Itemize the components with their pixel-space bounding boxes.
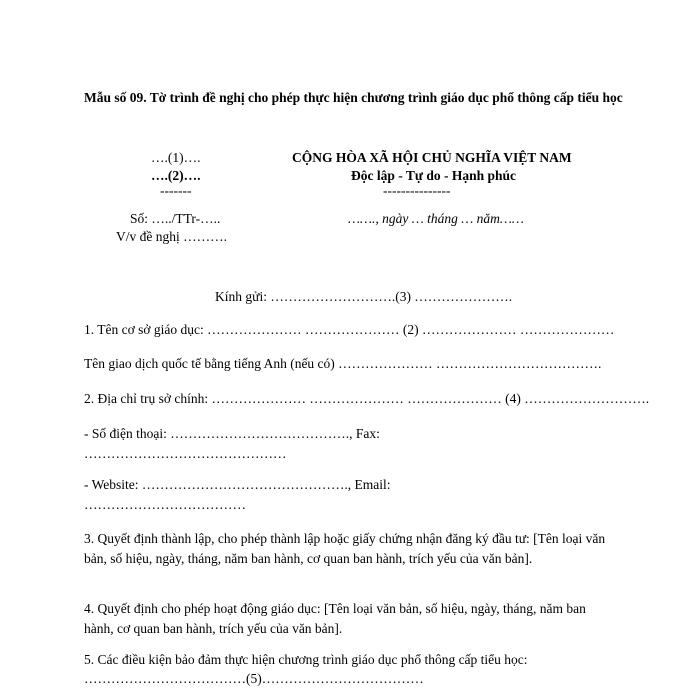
- recipient-line: Kính gửi: ……………………….(3) ………………….: [215, 289, 513, 304]
- national-motto: Độc lập - Tự do - Hạnh phúc: [351, 168, 517, 183]
- item-5-conditions: 5. Các điều kiện bảo đảm thực hiện chương trình giáo dục phổ thông cấp tiểu học:: [84, 652, 528, 667]
- phone-fax-continuation: ………………………………………: [84, 446, 287, 461]
- website-email-line: - Website: ………………………………………., Email:: [84, 477, 391, 492]
- item-2-address: 2. Địa chỉ trụ sở chính: ………………… ………………… ………………… (4) ……………………….: [84, 391, 650, 406]
- item-1-institution-name: 1. Tên cơ sở giáo dục: ………………… ………………… (2) ………………… …………………: [84, 322, 615, 337]
- item-4-operation-decision: 4. Quyết định cho phép hoạt động giáo dục: [Tên loại văn bản, số hiệu, ngày, tháng, năm ban hành, cơ quan ban hành, trích yếu của văn bản].: [84, 601, 586, 636]
- country-name: CỘNG HÒA XÃ HỘI CHỦ NGHĨA VIỆT NAM: [292, 150, 572, 165]
- right-header-divider: ---------------: [383, 183, 451, 198]
- international-name: Tên giao dịch quốc tế bằng tiếng Anh (nếu có) ………………… ……………………………….: [84, 356, 602, 371]
- agency-line-2: ….(2)….: [151, 168, 201, 183]
- item-3-establishment-decision: 3. Quyết định thành lập, cho phép thành lập hoặc giấy chứng nhận đăng ký đầu tư: [Tên loại văn bản, số hiệu, ngày, tháng, năm ban hành, cơ quan ban hành, trích yếu của văn bản].: [84, 531, 606, 566]
- phone-fax-line: - Số điện thoại: …………………………………., Fax:: [84, 426, 380, 441]
- item-5-continuation: ………………………………(5)………………………………: [84, 671, 424, 686]
- document-number: Số: …../TTr-…..: [130, 211, 221, 226]
- left-header-divider: -------: [160, 183, 192, 198]
- document-subject: V/v đề nghị ……….: [116, 229, 227, 244]
- document-title: Mẫu số 09. Tờ trình đề nghị cho phép thực hiện chương trình giáo dục phổ thông cấp tiểu học: [84, 90, 623, 105]
- agency-line-1: ….(1)….: [151, 150, 201, 165]
- website-email-continuation: ………………………………: [84, 497, 246, 512]
- date-line: ……., ngày … tháng … năm……: [348, 211, 524, 226]
